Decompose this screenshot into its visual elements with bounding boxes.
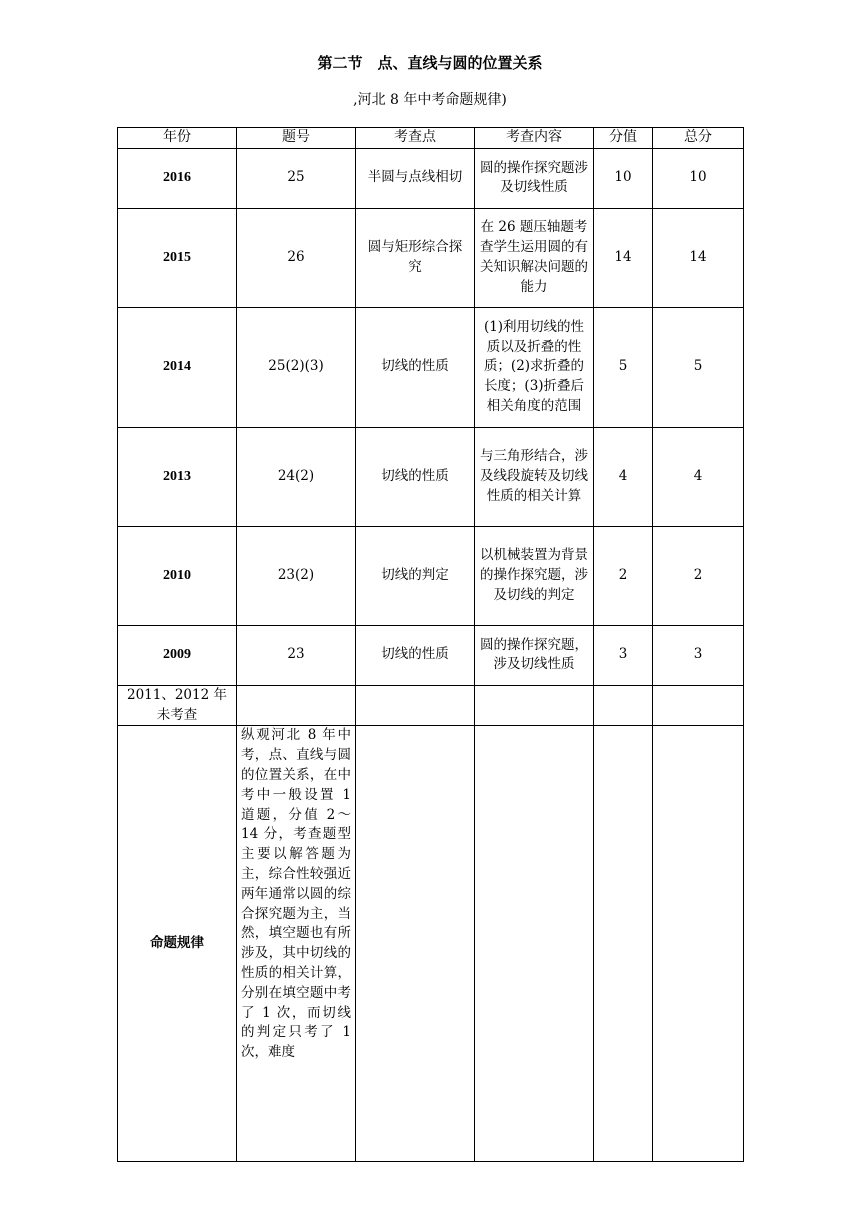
total-cell: 2: [653, 526, 744, 625]
page-subtitle: ,河北 8 年中考命题规律): [353, 92, 507, 108]
header-score: 分值: [594, 128, 653, 149]
question-cell: 24(2): [237, 427, 356, 526]
question-cell: 25(2)(3): [237, 307, 356, 427]
point-cell: 切线的性质: [356, 427, 475, 526]
header-year: 年份: [118, 128, 237, 149]
score-cell: 2: [594, 526, 653, 625]
year-cell: 2010: [118, 526, 237, 625]
total-cell: 10: [653, 148, 744, 208]
note-row: [118, 685, 744, 726]
point-cell: 切线的性质: [356, 307, 475, 427]
question-cell: 26: [237, 208, 356, 307]
score-cell: 3: [594, 625, 653, 685]
year-cell: 2015: [118, 208, 237, 307]
year-cell: 2009: [118, 625, 237, 685]
score-cell: 14: [594, 208, 653, 307]
point-cell: 圆与矩形综合探究: [356, 208, 475, 307]
question-cell: 25: [237, 148, 356, 208]
year-cell: 2016: [118, 148, 237, 208]
content-cell: (1)利用切线的性质以及折叠的性质；(2)求折叠的长度；(3)折叠后相关角度的范围: [475, 307, 594, 427]
table-row: [118, 307, 744, 427]
total-cell: 3: [653, 625, 744, 685]
total-cell: 14: [653, 208, 744, 307]
year-cell: 2014: [118, 307, 237, 427]
note-cell: 2011、2012 年未考查: [118, 685, 237, 726]
table-row: [118, 526, 744, 625]
content-cell: 圆的操作探究题涉及切线性质: [475, 148, 594, 208]
year-cell: 2013: [118, 427, 237, 526]
rule-label: 命题规律: [118, 726, 237, 1162]
point-cell: 切线的判定: [356, 526, 475, 625]
table-row: [118, 427, 744, 526]
content-cell: 在 26 题压轴题考查学生运用圆的有关知识解决问题的能力: [475, 208, 594, 307]
exam-table: [117, 127, 744, 1162]
question-cell: 23: [237, 625, 356, 685]
rule-text: 纵观河北 8 年中考，点、直线与圆的位置关系，在中考中一般设置 1 道题，分值 2～14 分，考查题型主要以解答题为主，综合性较强近两年通常以圆的综合探究题为主，当然，填空题也有所涉及，其中切线的性质的相关计算，分别在填空题中考了 1 次，而切线的判定只考了 1 次，难度: [237, 726, 356, 1162]
point-cell: 切线的性质: [356, 625, 475, 685]
rule-row: [118, 726, 744, 1162]
score-cell: 4: [594, 427, 653, 526]
content-cell: 圆的操作探究题，涉及切线性质: [475, 625, 594, 685]
table-row: [118, 625, 744, 685]
table-row: [118, 148, 744, 208]
header-point: 考查点: [356, 128, 475, 149]
score-cell: 5: [594, 307, 653, 427]
header-question: 题号: [237, 128, 356, 149]
total-cell: 4: [653, 427, 744, 526]
header-content: 考查内容: [475, 128, 594, 149]
header-total: 总分: [653, 128, 744, 149]
question-cell: 23(2): [237, 526, 356, 625]
table-header-row: [118, 128, 744, 149]
point-cell: 半圆与点线相切: [356, 148, 475, 208]
content-cell: 以机械装置为背景的操作探究题，涉及切线的判定: [475, 526, 594, 625]
total-cell: 5: [653, 307, 744, 427]
table-row: [118, 208, 744, 307]
score-cell: 10: [594, 148, 653, 208]
content-cell: 与三角形结合，涉及线段旋转及切线性质的相关计算: [475, 427, 594, 526]
page-title: 第二节 点、直线与圆的位置关系: [317, 54, 543, 72]
